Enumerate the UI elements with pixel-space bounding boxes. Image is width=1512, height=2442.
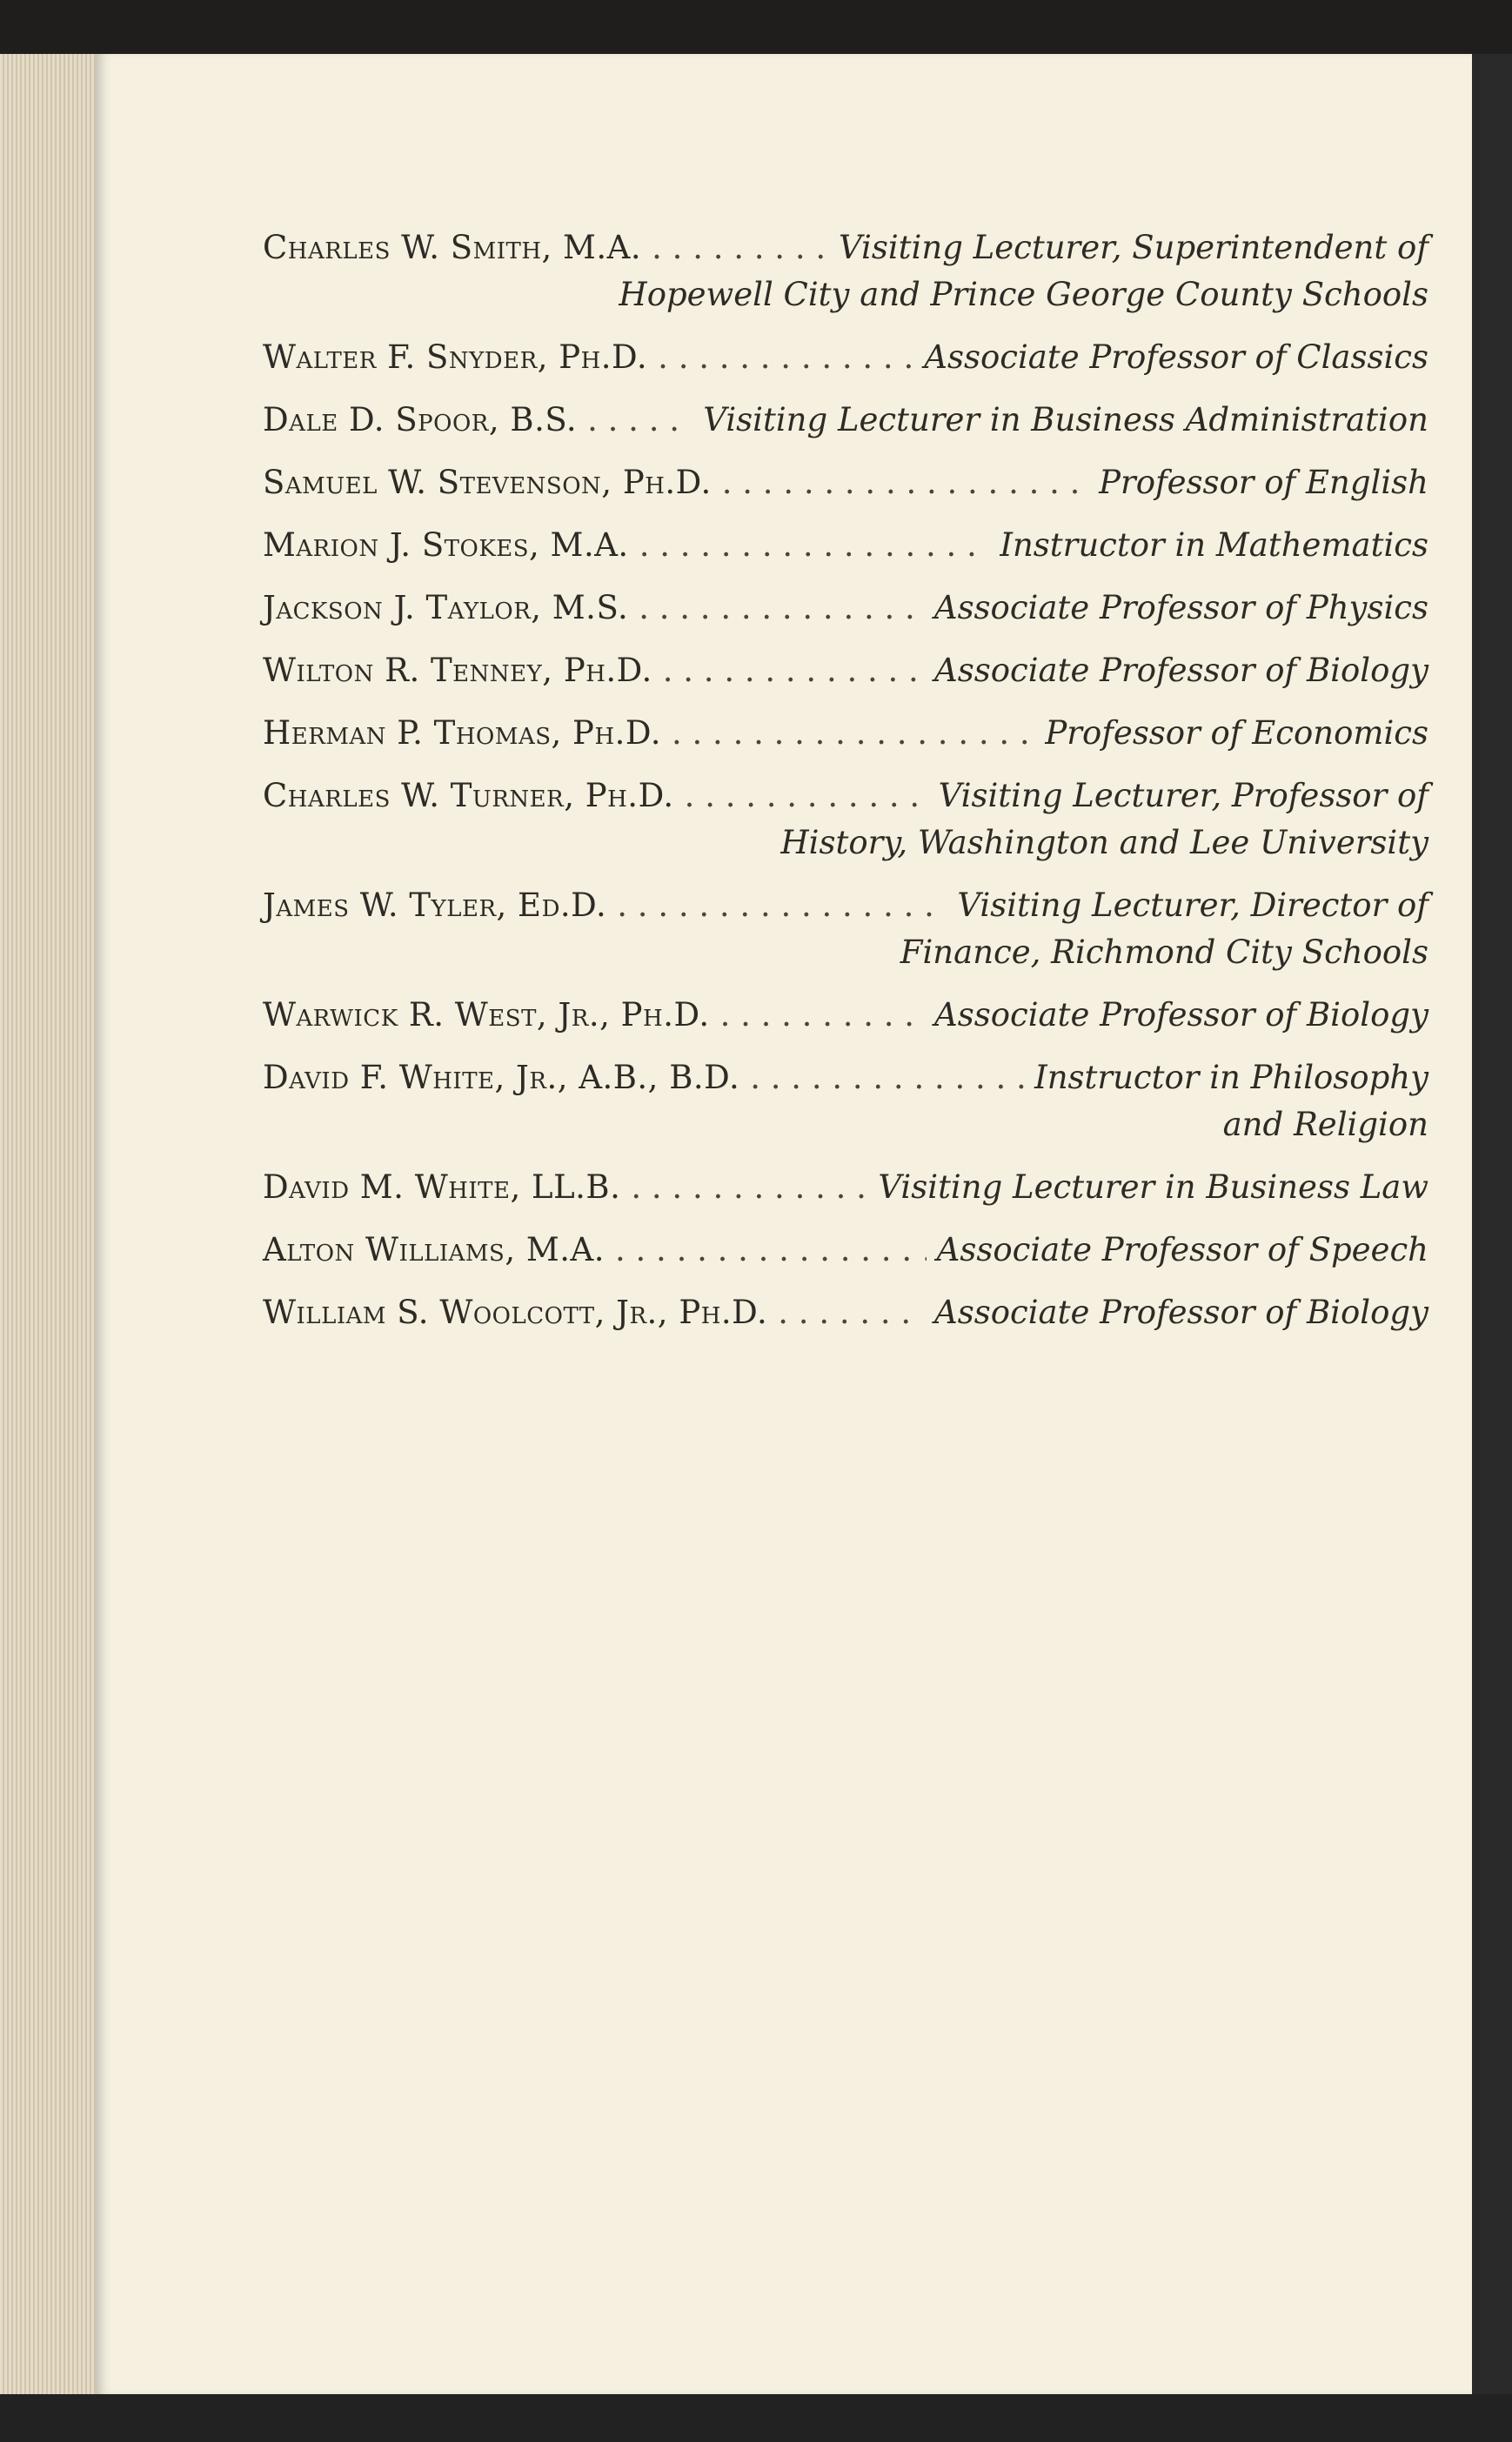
faculty-entry <box>263 882 1428 976</box>
faculty-name: Dale D. Spoor, B.S. <box>263 401 578 438</box>
faculty-entry <box>263 585 1428 632</box>
faculty-title: Associate Professor of Classics <box>924 338 1428 376</box>
faculty-entry-line <box>263 882 1428 929</box>
faculty-title-continued: History, Washington and Lee University <box>780 824 1428 861</box>
faculty-name: Herman P. Thomas, Ph.D. <box>263 714 661 752</box>
faculty-entry <box>263 459 1428 506</box>
faculty-list <box>263 224 1428 1352</box>
faculty-name: William S. Woolcott, Jr., Ph.D. <box>263 1294 768 1331</box>
faculty-entry <box>263 992 1428 1039</box>
faculty-entry <box>263 1164 1428 1211</box>
faculty-entry-line <box>263 334 1428 381</box>
faculty-title: Visiting Lecturer, Superintendent of <box>838 229 1428 266</box>
faculty-name: David M. White, LL.B. <box>263 1168 621 1206</box>
faculty-entry <box>263 1289 1428 1336</box>
dot-leader <box>617 882 947 929</box>
faculty-entry <box>263 397 1428 444</box>
faculty-entry <box>263 773 1428 866</box>
faculty-entry-line <box>263 585 1428 632</box>
faculty-name: David F. White, Jr., A.B., B.D. <box>263 1059 740 1096</box>
faculty-entry-line <box>263 1289 1428 1336</box>
dot-leader <box>639 585 924 632</box>
faculty-title-continued: Hopewell City and Prince George County Schools <box>619 276 1428 313</box>
faculty-entry <box>263 710 1428 757</box>
dot-leader <box>720 992 924 1039</box>
dot-leader <box>663 647 924 694</box>
faculty-entry <box>263 1054 1428 1148</box>
faculty-entry-line <box>263 647 1428 694</box>
dot-leader <box>722 459 1088 506</box>
dot-leader <box>652 224 828 271</box>
faculty-title: Instructor in Mathematics <box>1000 526 1428 564</box>
faculty-title: Visiting Lecturer, Professor of <box>938 777 1428 814</box>
scanner-background-bottom <box>0 2394 1512 2442</box>
dot-leader <box>672 710 1034 757</box>
faculty-entry-line <box>263 459 1428 506</box>
faculty-entry <box>263 522 1428 569</box>
faculty-name: Samuel W. Stevenson, Ph.D. <box>263 464 712 501</box>
faculty-title-continued: and Religion <box>1222 1106 1428 1143</box>
faculty-entry-line <box>263 1227 1428 1274</box>
dot-leader <box>778 1289 924 1336</box>
book-page-edges <box>0 54 97 2394</box>
faculty-name: James W. Tyler, Ed.D. <box>263 886 607 924</box>
dot-leader <box>658 334 913 381</box>
faculty-title: Professor of English <box>1099 464 1428 501</box>
faculty-name: Warwick R. West, Jr., Ph.D. <box>263 996 710 1034</box>
faculty-entry <box>263 647 1428 694</box>
faculty-name: Marion J. Stokes, M.A. <box>263 526 629 564</box>
faculty-entry-line <box>263 710 1428 757</box>
faculty-name: Jackson J. Taylor, M.S. <box>263 589 629 626</box>
faculty-entry-line <box>263 522 1428 569</box>
faculty-name: Wilton R. Tenney, Ph.D. <box>263 652 652 689</box>
faculty-entry <box>263 224 1428 318</box>
faculty-name: Alton Williams, M.A. <box>263 1231 605 1268</box>
faculty-entry-line <box>263 773 1428 820</box>
faculty-name: Walter F. Snyder, Ph.D. <box>263 338 648 376</box>
dot-leader <box>615 1227 927 1274</box>
faculty-title: Visiting Lecturer in Business Law <box>878 1168 1428 1206</box>
faculty-entry-line <box>263 992 1428 1039</box>
faculty-entry <box>263 334 1428 381</box>
dot-leader <box>639 522 990 569</box>
dot-leader <box>685 773 928 820</box>
faculty-entry <box>263 1227 1428 1274</box>
dot-leader <box>587 397 692 444</box>
faculty-entry-line <box>263 1164 1428 1211</box>
faculty-entry-line <box>263 224 1428 271</box>
faculty-title: Associate Professor of Biology <box>934 652 1428 689</box>
dot-leader <box>631 1164 867 1211</box>
faculty-title: Associate Professor of Speech <box>936 1231 1428 1268</box>
dot-leader <box>750 1054 1024 1101</box>
scanner-background-top <box>0 0 1512 54</box>
faculty-title: Associate Professor of Biology <box>934 1294 1428 1331</box>
faculty-title: Visiting Lecturer, Director of <box>957 886 1428 924</box>
faculty-title: Instructor in Philosophy <box>1034 1059 1428 1096</box>
faculty-title: Visiting Lecturer in Business Administration <box>703 401 1428 438</box>
faculty-entry-line <box>263 1054 1428 1101</box>
faculty-title-continued: Finance, Richmond City Schools <box>900 933 1428 971</box>
faculty-title: Associate Professor of Biology <box>934 996 1428 1034</box>
faculty-title: Associate Professor of Physics <box>933 589 1428 626</box>
faculty-entry-line <box>263 397 1428 444</box>
faculty-title: Professor of Economics <box>1045 714 1428 752</box>
faculty-name: Charles W. Smith, M.A. <box>263 229 642 266</box>
faculty-name: Charles W. Turner, Ph.D. <box>263 777 674 814</box>
